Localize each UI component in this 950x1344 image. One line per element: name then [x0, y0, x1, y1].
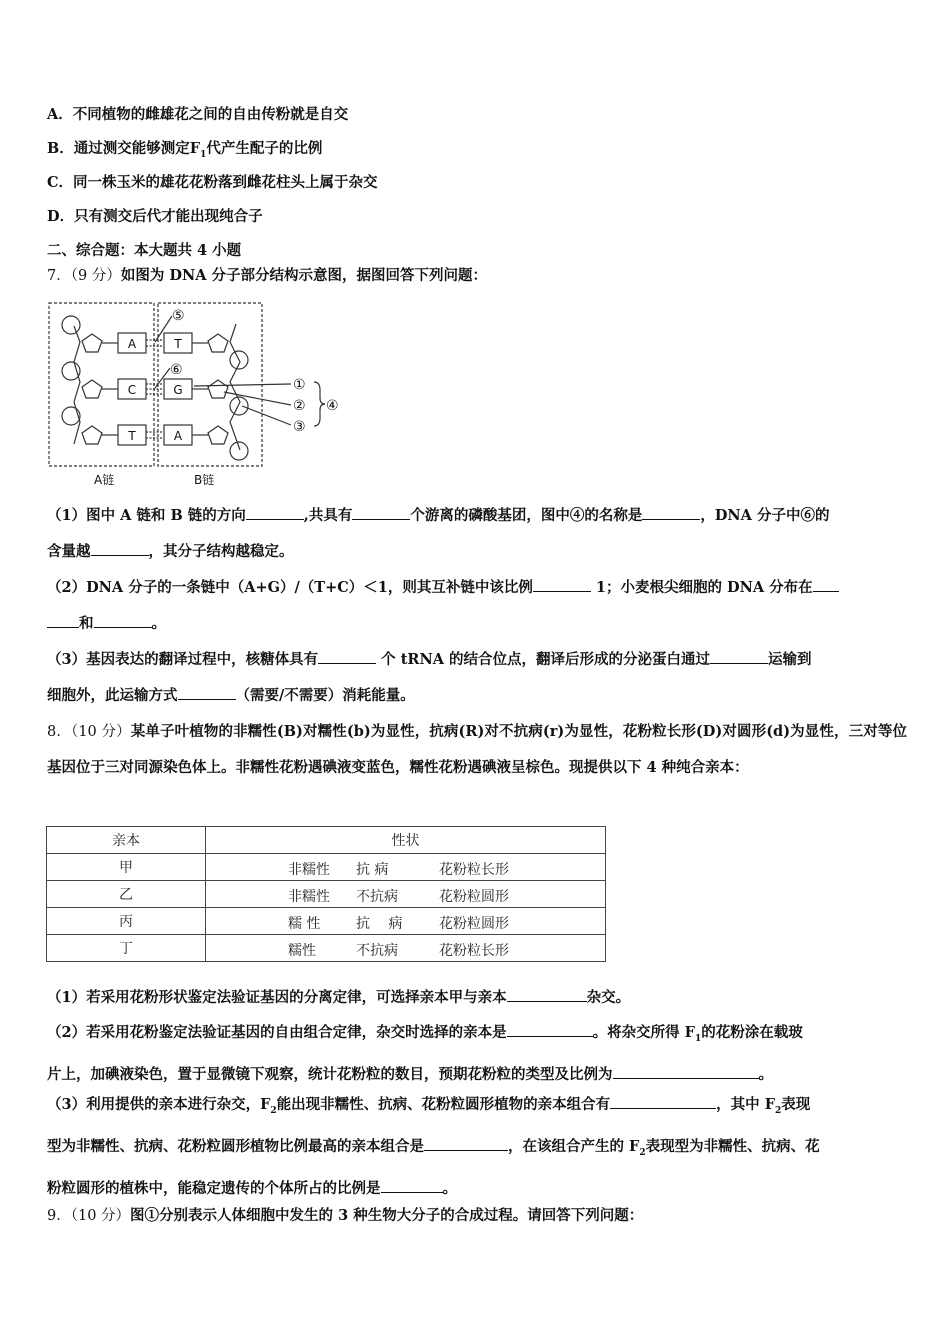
label-6: ⑥ — [170, 362, 183, 378]
q7-part1: （1）图中 A 链和 B 链的方向 ,共具有 个游离的磷酸基团，图中④的名称是 ，DNA 分子中⑥的 含量越 ，其分子结构越稳定。 — [47, 507, 830, 560]
q7-stem: 7．（9 分）如图为 DNA 分子部分结构示意图，据图回答下列问题： — [47, 267, 488, 284]
table-cell-parent: 乙 — [47, 881, 206, 908]
q8-part2: （2）若采用花粉鉴定法验证基因的自由组合定律，杂交时选择的亲本是 。将杂交所得 $F_1$的花粉涂在载玻 片上，加碘液染色，置于显微镜下观察，统计花粉粒的数目，预期花粉粒的类型及比例为 。 — [47, 1024, 803, 1083]
dna-structure-figure — [46, 298, 339, 494]
table-cell-parent: 丙 — [47, 908, 206, 935]
option-b: B．通过测交能够测定$F_1$代产生配子的比例 — [47, 140, 323, 160]
label-1: ① — [293, 377, 306, 393]
table-cell-traits: 糯性 不抗病 花粉粒长形 — [206, 935, 606, 962]
label-2: ② — [293, 398, 306, 414]
table-header-traits: 性状 — [206, 827, 606, 854]
label-3: ③ — [293, 419, 306, 435]
option-a: A．不同植物的雌雄花之间的自由传粉就是自交 — [47, 106, 349, 123]
base-right-2: G — [173, 383, 183, 397]
q7-part2: （2）DNA 分子的一条链中（A+G）/（T+C）＜1，则其互补链中该比例 1；小麦根尖细胞的 DNA 分布在 和 。 — [47, 570, 907, 642]
chain-b-label: B链 — [194, 473, 215, 487]
q9-stem: 9．（10 分）图①分别表示人体细胞中发生的 3 种生物大分子的合成过程。请回答下列问题： — [47, 1207, 644, 1224]
q8-part3: （3）利用提供的亲本进行杂交，$F_2$能出现非糯性、抗病、花粉粒圆形植物的亲本组合有 ，其中 $F_2$表现 型为非糯性、抗病、花粉粒圆形植物比例最高的亲本组合是 ，在该组合产生的 $F_2$表现型为非糯性、抗病、花 粉粒圆形的植株中，能稳定遗传的个体所占的比例是 。 — [47, 1096, 820, 1197]
label-5: ⑤ — [172, 308, 185, 324]
parents-table — [46, 826, 606, 962]
base-left-3: T — [128, 429, 136, 443]
base-left-1: A — [127, 337, 137, 351]
q8-stem: 8．（10 分）某单子叶植物的非糯性(B)对糯性(b)为显性，抗病(R)对不抗病(r)为显性，花粉粒长形(D)对圆形(d)为显性，三对等位基因位于三对同源染色体上。非糯性花粉遇碘液变蓝色，糯性花粉遇碘液呈棕色。现提供以下 4 种纯合亲本： — [47, 723, 907, 776]
table-cell-traits: 糯 性 抗 病 花粉粒圆形 — [206, 908, 606, 935]
table-row — [47, 881, 606, 908]
table-header-parent: 亲本 — [47, 827, 206, 854]
table-header-row — [47, 827, 606, 854]
base-left-2: C — [127, 383, 137, 397]
table-row — [47, 935, 606, 962]
table-row — [47, 908, 606, 935]
q7-part3: （3）基因表达的翻译过程中，核糖体具有 个 tRNA 的结合位点，翻译后形成的分泌蛋白通过 运输到 细胞外，此运输方式 （需要/不需要）消耗能量。 — [47, 651, 812, 704]
label-4: ④ — [326, 398, 339, 414]
section-title: 二、综合题：本大题共 4 小题 — [47, 242, 242, 259]
table-cell-traits: 非糯性 不抗病 花粉粒圆形 — [206, 881, 606, 908]
option-c: C．同一株玉米的雄花花粉落到雌花柱头上属于杂交 — [47, 174, 378, 191]
chain-a-label: A链 — [94, 473, 115, 487]
table-cell-traits: 非糯性 抗 病 花粉粒长形 — [206, 854, 606, 881]
base-right-3: A — [173, 429, 183, 443]
base-right-1: T — [174, 337, 182, 351]
table-row — [47, 854, 606, 881]
table-cell-parent: 甲 — [47, 854, 206, 881]
table-cell-parent: 丁 — [47, 935, 206, 962]
q8-part1: （1）若采用花粉形状鉴定法验证基因的分离定律，可选择亲本甲与亲本 杂交。 — [47, 989, 631, 1006]
option-d: D．只有测交后代才能出现纯合子 — [47, 208, 263, 225]
